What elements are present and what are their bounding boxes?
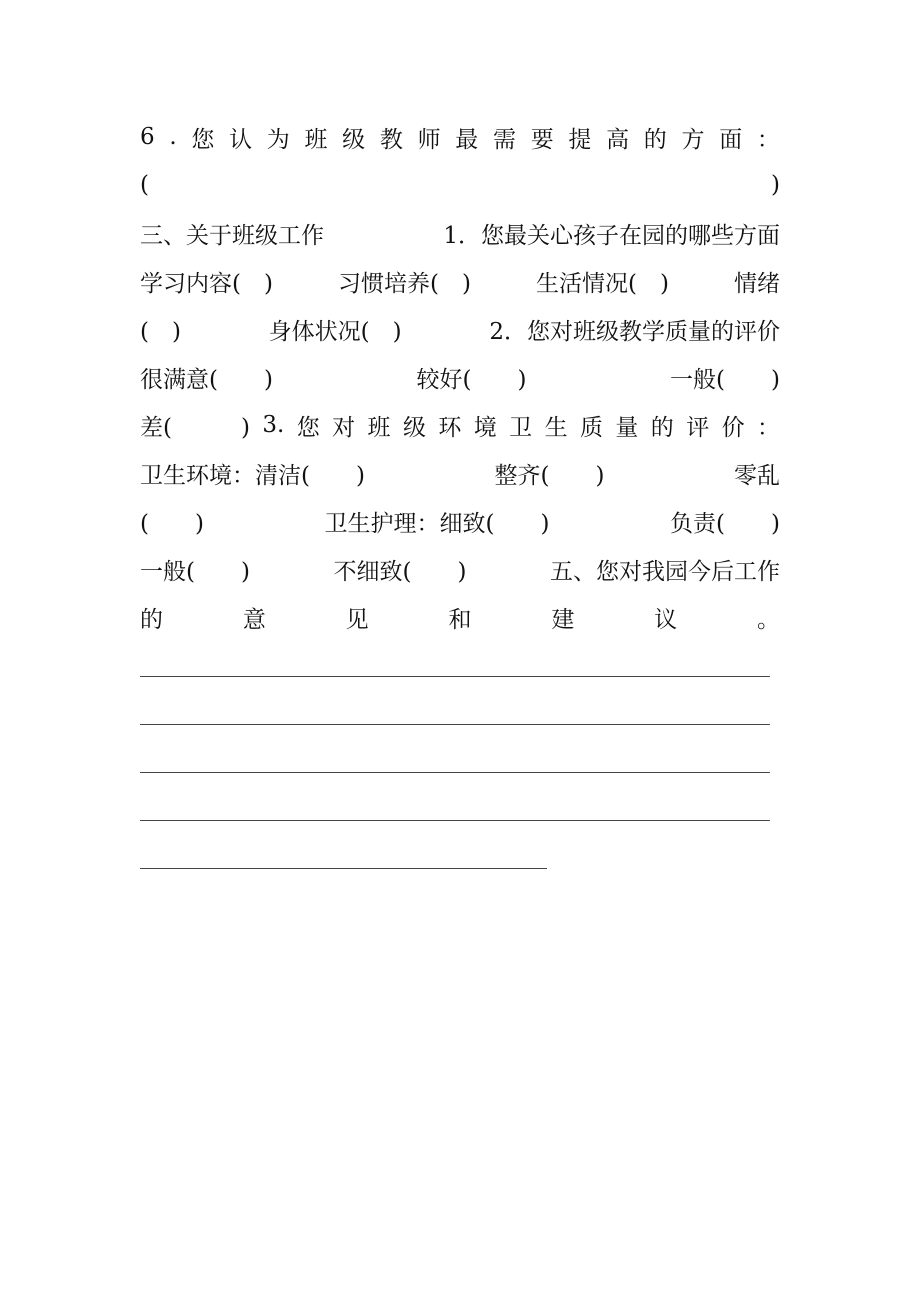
text-char: 卫 — [509, 414, 533, 441]
text-char: 班 — [304, 126, 328, 153]
option: 差( ) — [140, 414, 250, 441]
text-char: 认 — [229, 126, 253, 153]
text-char: 您 — [296, 414, 320, 441]
option: 不细致( ) — [333, 558, 467, 585]
text-char: 意 — [242, 606, 266, 633]
options-line — [140, 261, 780, 301]
text-char: . — [169, 124, 177, 150]
text-char: 建 — [551, 606, 575, 633]
text-char: 议 — [654, 606, 678, 633]
options-line — [140, 309, 780, 349]
text-char: 和 — [448, 606, 472, 633]
option: 身体状况( ) — [268, 318, 402, 345]
option: 整齐( ) — [494, 462, 605, 489]
text-char: 的 — [140, 606, 163, 633]
question-text: 1．您最关心孩子在园的哪些方面 — [443, 222, 780, 249]
answer-line[interactable] — [140, 772, 770, 773]
options-line — [140, 453, 780, 493]
text-char: 环 — [438, 414, 462, 441]
text-char: 师 — [417, 126, 441, 153]
text-char: 教 — [379, 126, 403, 153]
text-char: 班 — [367, 414, 391, 441]
section-heading: 五、您对我园今后工作 — [550, 558, 780, 585]
question-6-line — [140, 117, 780, 157]
option: 卫生环境：清洁( ) — [140, 462, 365, 489]
text-char: 对 — [332, 414, 356, 441]
answer-line[interactable] — [140, 820, 770, 821]
text-char: 的 — [650, 414, 674, 441]
close-paren: ) — [771, 172, 780, 198]
open-paren: ( — [140, 172, 149, 198]
text-char: 见 — [345, 606, 369, 633]
option: 一般( ) — [140, 558, 250, 585]
option: 较好( ) — [416, 366, 527, 393]
text-char: 您 — [191, 126, 215, 153]
option: 负责( ) — [670, 510, 780, 537]
option: 很满意( ) — [140, 366, 273, 393]
answer-line[interactable] — [140, 676, 770, 677]
question-text: 2．您对班级教学质量的评价 — [489, 318, 780, 345]
text-char: 级 — [342, 126, 366, 153]
option: 零乱 — [734, 462, 780, 489]
text-char: 为 — [266, 126, 290, 153]
options-line — [140, 357, 780, 397]
text-char: 需 — [492, 126, 516, 153]
text-char: 。 — [756, 606, 780, 633]
text-char: ： — [756, 126, 780, 153]
text-char: 价 — [721, 414, 745, 441]
option: ( ) — [140, 510, 204, 537]
answer-paren-line — [140, 165, 780, 205]
option: 一般( ) — [670, 366, 780, 393]
text-char: 评 — [686, 414, 710, 441]
text-char: 质 — [579, 414, 603, 441]
text-char: 面 — [719, 126, 743, 153]
text-char: 最 — [455, 126, 479, 153]
option: 习惯培养( ) — [338, 270, 471, 297]
section-3-line — [140, 213, 780, 253]
options-line — [140, 549, 780, 589]
text-char: 境 — [473, 414, 497, 441]
text-char: 生 — [544, 414, 568, 441]
question-number: 6 — [140, 124, 155, 150]
text-char: ： — [757, 414, 780, 441]
text-char: 方 — [681, 126, 705, 153]
answer-line[interactable] — [140, 868, 547, 869]
answer-line[interactable] — [140, 724, 770, 725]
section-heading: 三、关于班级工作 — [140, 222, 324, 249]
option: 情绪 — [734, 270, 780, 297]
option: 学习内容( ) — [140, 270, 273, 297]
text-char: 提 — [568, 126, 592, 153]
text-char: 量 — [615, 414, 639, 441]
option: 生活情况( ) — [536, 270, 669, 297]
options-line — [140, 405, 780, 445]
option: ( ) — [140, 318, 181, 345]
options-line — [140, 501, 780, 541]
text-char: 高 — [606, 126, 630, 153]
option: 卫生护理：细致( ) — [324, 510, 550, 537]
question-number: 3. — [262, 412, 285, 438]
text-char: 级 — [402, 414, 426, 441]
text-char: 要 — [530, 126, 554, 153]
text-char: 的 — [643, 126, 667, 153]
section-5-tail-line — [140, 597, 780, 637]
